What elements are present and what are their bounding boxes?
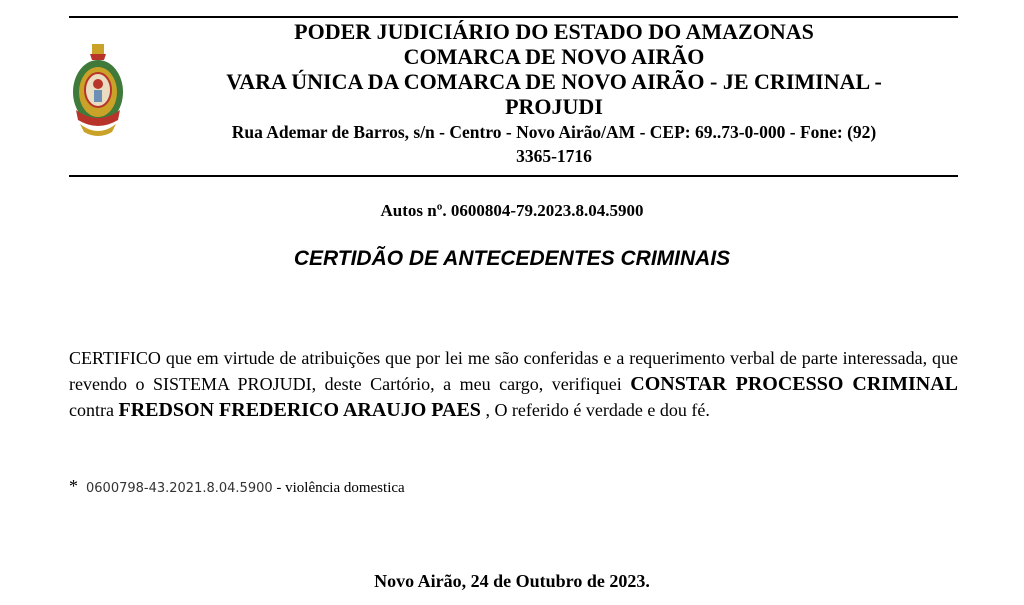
item-description: - violência domestica bbox=[272, 480, 405, 496]
body-text-3: , O referido é verdade e dou fé. bbox=[480, 400, 710, 420]
document-date: Novo Airão, 24 de Outubro de 2023. bbox=[374, 571, 650, 591]
list-item bbox=[69, 476, 405, 497]
certificate-body bbox=[69, 345, 958, 423]
header-line-2: COMARCA DE NOVO AIRÃO bbox=[403, 44, 705, 69]
document-title: CERTIDÃO DE ANTECEDENTES CRIMINAIS bbox=[293, 247, 731, 270]
address-line-1: Rua Ademar de Barros, s/n - Centro - Novo Airão/AM - CEP: 69..73-0-000 - Fone: (92) bbox=[231, 122, 877, 142]
header-line-1: PODER JUDICIÁRIO DO ESTADO DO AMAZONAS bbox=[294, 19, 814, 44]
coat-of-arms-icon bbox=[70, 40, 126, 144]
case-number: Autos nº. 0600804-79.2023.8.04.5900 bbox=[380, 201, 644, 220]
defendant-name: FREDSON FREDERICO ARAUJO PAES bbox=[118, 399, 481, 421]
item-marker: * bbox=[69, 476, 78, 496]
header-bottom-rule bbox=[69, 175, 958, 177]
body-bold-1: CONSTAR PROCESSO CRIMINAL bbox=[630, 373, 958, 395]
body-text-1: CERTIFICO que em virtude de atribuições que por lei me são conferidas e a requerimento verbal de parte interessada, que revendo o SISTEMA PROJUDI, deste Cartório, a meu cargo, verifiquei bbox=[69, 348, 958, 394]
address-line-2: 3365-1716 bbox=[516, 146, 592, 166]
item-process-number: 0600798-43.2021.8.04.5900 bbox=[86, 481, 273, 496]
court-header bbox=[150, 19, 958, 168]
header-line-4: PROJUDI bbox=[505, 94, 603, 119]
header-address bbox=[150, 120, 958, 168]
header-top-rule bbox=[69, 16, 958, 18]
header-line-3: VARA ÚNICA DA COMARCA DE NOVO AIRÃO - JE CRIMINAL - bbox=[226, 69, 882, 94]
body-text-2: contra bbox=[69, 400, 119, 420]
